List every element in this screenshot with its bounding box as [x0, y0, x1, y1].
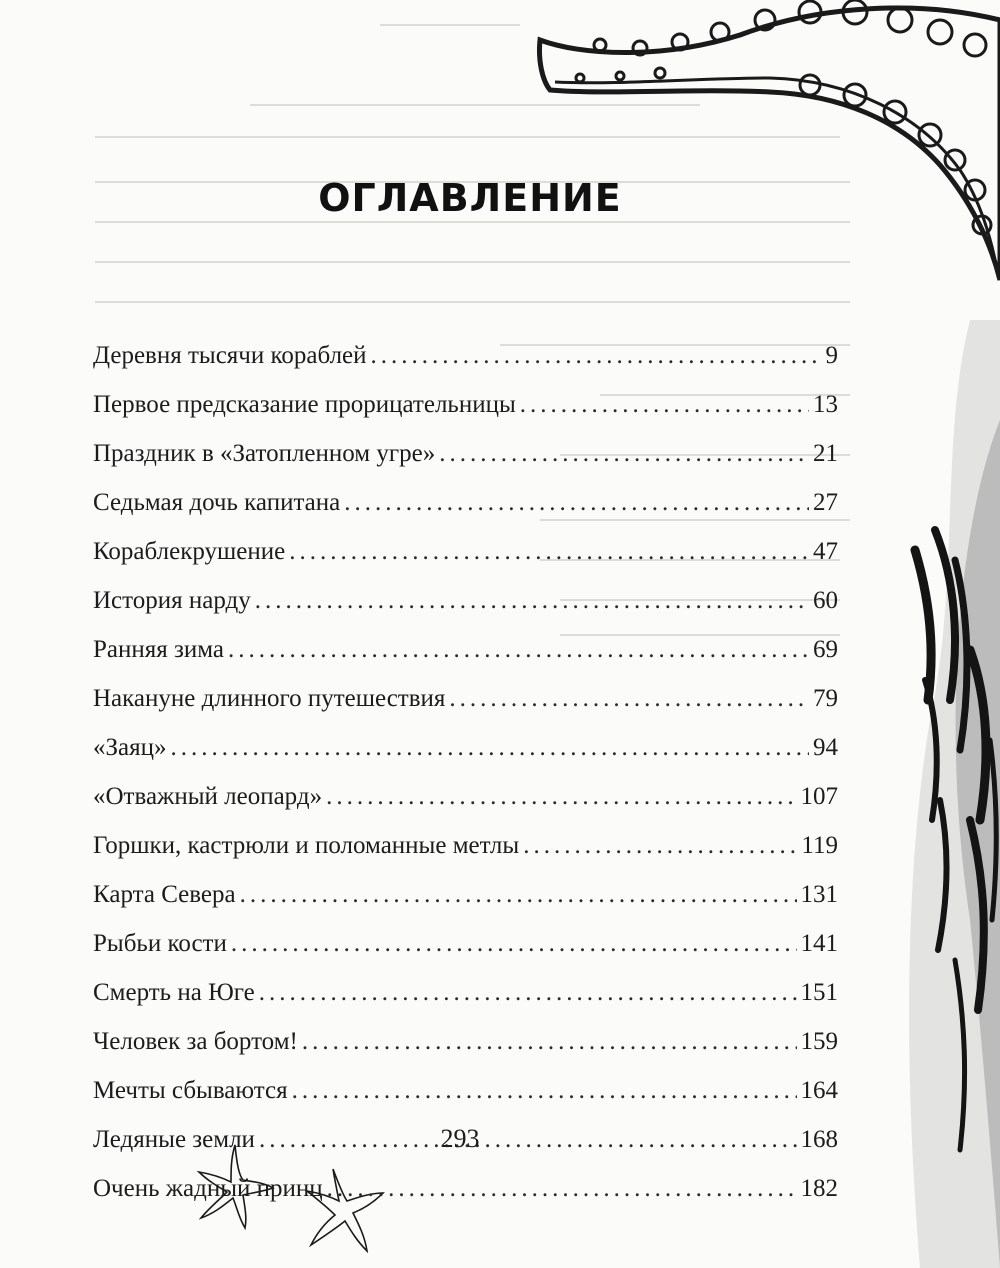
toc-entry-title: Человек за бортом! — [93, 1028, 298, 1055]
toc-entry-page: 47 — [813, 538, 838, 565]
toc-entry-title: Рыбьи кости — [93, 930, 227, 957]
toc-leader-dots — [327, 1164, 797, 1213]
toc-entry-title: Деревня тысячи кораблей — [93, 342, 367, 369]
toc-entry-page: 168 — [800, 1126, 838, 1153]
toc-entry — [93, 821, 838, 870]
toc-entry-title: Седьмая дочь капитана — [93, 489, 341, 516]
toc-entry-title: Праздник в «Затопленном угре» — [93, 440, 436, 467]
toc-entry-title: Очень жадный принц — [93, 1175, 323, 1202]
toc-leader-dots — [259, 968, 797, 1017]
toc-entry-page: 21 — [813, 440, 838, 467]
toc-entry-title: История нарду — [93, 587, 251, 614]
toc-entry — [93, 723, 838, 772]
toc-entry — [93, 429, 838, 478]
toc-entry-page: 159 — [800, 1028, 838, 1055]
toc-leader-dots — [231, 919, 797, 968]
toc-entry-title: «Заяц» — [93, 734, 167, 761]
toc-entry-title: «Отважный леопард» — [93, 783, 323, 810]
toc-leader-dots — [171, 723, 810, 772]
toc-entry-page: 119 — [801, 832, 838, 859]
toc-entry — [93, 331, 838, 380]
toc-entry — [93, 380, 838, 429]
toc-entry-page: 151 — [800, 979, 838, 1006]
toc-entry-page: 141 — [800, 930, 838, 957]
toc-leader-dots — [371, 331, 822, 380]
toc-entry-title: Кораблекрушение — [93, 538, 286, 565]
toc-entry-page: 182 — [800, 1175, 838, 1202]
toc-leader-dots — [240, 870, 797, 919]
octopus-tentacle-icon — [520, 0, 1000, 300]
toc-entry-title: Ледяные земли — [93, 1126, 255, 1153]
toc-entry-page: 9 — [825, 342, 838, 369]
toc-leader-dots — [255, 576, 809, 625]
toc-entry — [93, 1066, 838, 1115]
toc-entry-page: 79 — [813, 685, 838, 712]
toc-entry — [93, 625, 838, 674]
seaweed-brush-icon — [820, 320, 1000, 1268]
toc-leader-dots — [259, 1115, 797, 1164]
toc-leader-dots — [449, 674, 809, 723]
toc-entry-title: Ранняя зима — [93, 636, 225, 663]
toc-entry-page: 60 — [813, 587, 838, 614]
toc-leader-dots — [344, 478, 809, 527]
toc-entry-title: Накануне длинного путешествия — [93, 685, 446, 712]
toc-entry — [93, 919, 838, 968]
toc-entry — [93, 576, 838, 625]
toc-leader-dots — [439, 429, 809, 478]
toc-entry-page: 107 — [800, 783, 838, 810]
table-of-contents — [93, 331, 838, 1213]
toc-entry-title: Первое предсказание прорицательницы — [93, 391, 516, 418]
page-title: ОГЛАВЛЕНИЕ — [318, 176, 622, 220]
toc-leader-dots — [228, 625, 809, 674]
toc-leader-dots — [302, 1017, 797, 1066]
toc-entry — [93, 1017, 838, 1066]
toc-leader-dots — [520, 380, 809, 429]
toc-entry-page: 131 — [800, 881, 838, 908]
toc-entry — [93, 1164, 838, 1213]
toc-leader-dots — [326, 772, 796, 821]
toc-entry-page: 69 — [813, 636, 838, 663]
toc-entry — [93, 478, 838, 527]
toc-entry-title: Смерть на Юге — [93, 979, 255, 1006]
toc-leader-dots — [292, 1066, 797, 1115]
toc-entry — [93, 527, 838, 576]
page-number: 293 — [440, 1124, 480, 1153]
toc-entry — [93, 968, 838, 1017]
toc-leader-dots — [523, 821, 797, 870]
toc-entry — [93, 772, 838, 821]
toc-entry-page: 13 — [813, 391, 838, 418]
toc-entry-page: 94 — [813, 734, 838, 761]
toc-entry — [93, 870, 838, 919]
toc-entry-page: 164 — [800, 1077, 838, 1104]
toc-leader-dots — [289, 527, 809, 576]
toc-entry-title: Карта Севера — [93, 881, 236, 908]
toc-entry — [93, 674, 838, 723]
toc-entry-title: Горшки, кастрюли и поломанные метлы — [93, 832, 520, 859]
toc-entry-title: Мечты сбываются — [93, 1077, 288, 1104]
toc-entry-page: 27 — [813, 489, 838, 516]
